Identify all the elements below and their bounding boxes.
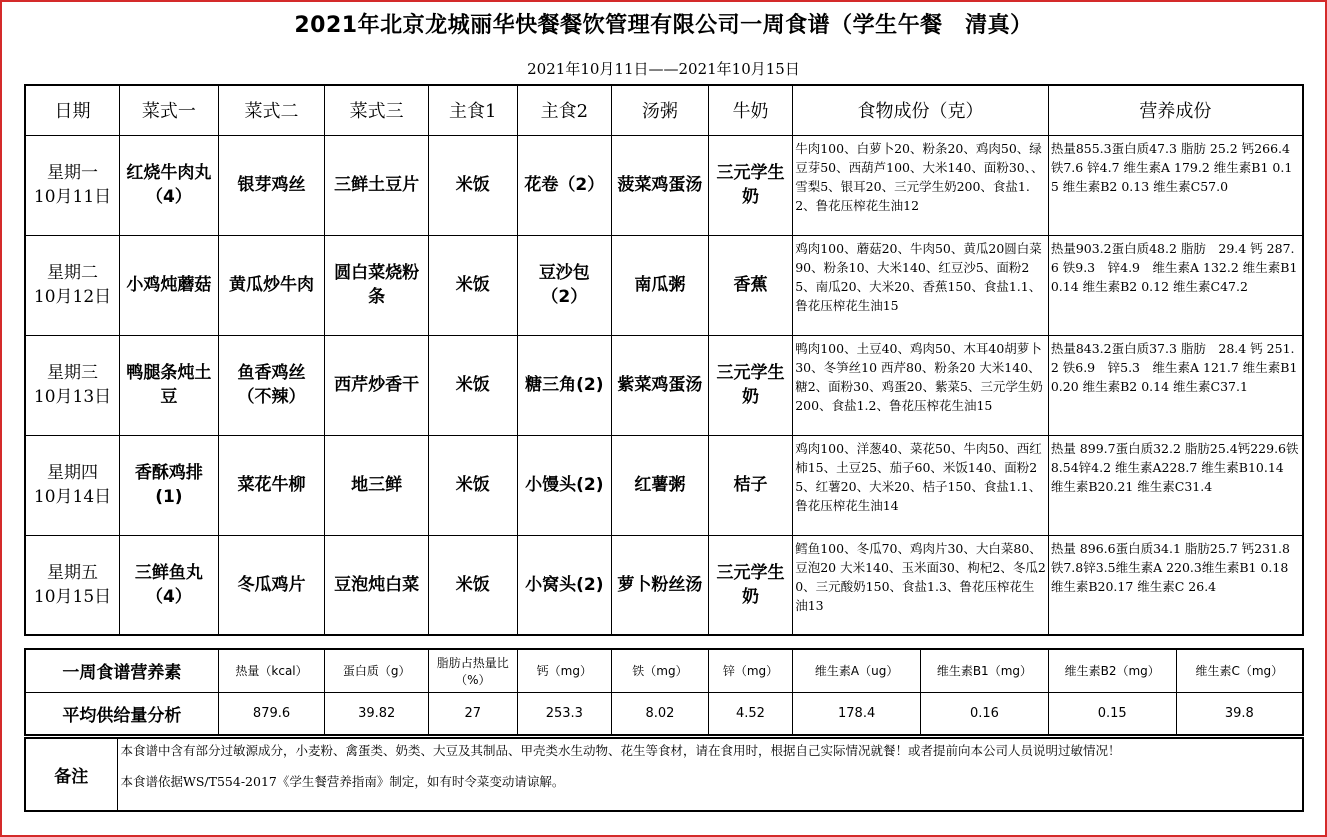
header-date: 日期 — [25, 85, 120, 135]
ingredients-cell: 鸡肉100、蘑菇20、牛肉50、黄瓜20圆白菜90、粉条10、大米140、红豆沙5、面粉25、南瓜20、大米20、香蕉150、食盐1.1、鲁花压榨花生油15 — [793, 235, 1049, 335]
ingredients-cell: 鳕鱼100、冬瓜70、鸡肉片30、大白菜80、 豆泡20 大米140、玉米面30、枸杞2、冬瓜20、三元酸奶150、食盐1.3、鲁花压榨花生油13 — [793, 535, 1049, 635]
summary-header: 钙（mg） — [517, 649, 612, 692]
table-row — [25, 135, 1303, 235]
summary-value: 39.82 — [325, 692, 429, 735]
summary-header-row — [25, 649, 1303, 692]
summary-value: 178.4 — [793, 692, 921, 735]
menu-header-row — [25, 85, 1303, 135]
date: 10月13日 — [33, 387, 112, 407]
dish3-cell: 三鲜土豆片 — [325, 135, 429, 235]
dish2-cell: 菜花牛柳 — [218, 435, 325, 535]
staple2-cell: 小馒头(2) — [517, 435, 612, 535]
summary-label-bottom: 平均供给量分析 — [25, 692, 218, 735]
ingredients-cell: 鸭肉100、土豆40、鸡肉50、木耳40胡萝卜30、冬笋丝10 西芹80、粉条20 大米140、糖2、面粉30、鸡蛋20、紫菜5、三元学生奶200、食盐1.2、鲁花压榨花生油15 — [793, 335, 1049, 435]
dish1-cell: 三鲜鱼丸（4） — [120, 535, 219, 635]
summary-header: 锌（mg） — [708, 649, 793, 692]
notes-row — [25, 738, 1303, 811]
soup-cell: 红薯粥 — [612, 435, 709, 535]
weekday: 星期五 — [47, 562, 99, 583]
staple1-cell: 米饭 — [428, 135, 517, 235]
table-row — [25, 535, 1303, 635]
soup-cell: 菠菜鸡蛋汤 — [612, 135, 709, 235]
table-row — [25, 435, 1303, 535]
soup-cell: 南瓜粥 — [612, 235, 709, 335]
dish3-cell: 圆白菜烧粉条 — [325, 235, 429, 335]
dish3-cell: 豆泡炖白菜 — [325, 535, 429, 635]
header-staple1: 主食1 — [428, 85, 517, 135]
milk-cell: 三元学生奶 — [708, 535, 793, 635]
header-staple2: 主食2 — [517, 85, 612, 135]
dish2-cell: 黄瓜炒牛肉 — [218, 235, 325, 335]
summary-header: 铁（mg） — [612, 649, 709, 692]
dish3-cell: 西芹炒香干 — [325, 335, 429, 435]
day-cell — [25, 535, 120, 635]
nutrition-cell: 热量 896.6蛋白质34.1 脂肪25.7 钙231.8铁7.8锌3.5维生素A 220.3维生素B1 0.18维生素B20.17 维生素C 26.4 — [1048, 535, 1303, 635]
summary-header: 维生素C（mg） — [1176, 649, 1303, 692]
summary-header: 维生素A（ug） — [793, 649, 921, 692]
date-range: 2021年10月11日——2021年10月15日 — [527, 60, 800, 78]
staple2-cell: 小窝头(2) — [517, 535, 612, 635]
summary-header: 维生素B2（mg） — [1048, 649, 1176, 692]
header-milk: 牛奶 — [708, 85, 793, 135]
summary-label-top: 一周食谱营养素 — [25, 649, 218, 692]
ingredients-cell: 鸡肉100、洋葱40、菜花50、牛肉50、西红柿15、土豆25、茄子60、米饭140、面粉25、红薯20、大米20、桔子150、食盐1.1、鲁花压榨花生油14 — [793, 435, 1049, 535]
milk-cell: 桔子 — [708, 435, 793, 535]
staple1-cell: 米饭 — [428, 435, 517, 535]
summary-value: 0.16 — [921, 692, 1049, 735]
nutrition-summary-table — [24, 648, 1304, 736]
weekday: 星期三 — [47, 363, 99, 383]
summary-value: 0.15 — [1048, 692, 1176, 735]
nutrition-cell: 热量855.3蛋白质47.3 脂肪 25.2 钙266.4 铁7.6 锌4.7 维生素A 179.2 维生素B1 0.15 维生素B2 0.13 维生素C57.0 — [1048, 135, 1303, 235]
table-row — [25, 235, 1303, 335]
summary-header: 热量（kcal） — [218, 649, 325, 692]
weekly-menu-table — [24, 84, 1304, 636]
staple1-cell: 米饭 — [428, 235, 517, 335]
nutrition-cell: 热量903.2蛋白质48.2 脂肪 29.4 钙 287.6 铁9.3 锌4.9 维生素A 132.2 维生素B1 0.14 维生素B2 0.12 维生素C47.2 — [1048, 235, 1303, 335]
soup-cell: 紫菜鸡蛋汤 — [612, 335, 709, 435]
staple2-cell: 糖三角(2) — [517, 335, 612, 435]
staple2-cell: 花卷（2） — [517, 135, 612, 235]
date: 10月14日 — [33, 487, 112, 507]
weekday: 星期一 — [47, 163, 99, 183]
summary-value: 8.02 — [612, 692, 709, 735]
date: 10月11日 — [33, 187, 112, 207]
ingredients-cell: 牛肉100、白萝卜20、粉条20、鸡肉50、绿豆芽50、西葫芦100、大米140、面粉30、、雪梨5、银耳20、三元学生奶200、食盐1.2、鲁花压榨花生油12 — [793, 135, 1049, 235]
dish1-cell: 红烧牛肉丸（4） — [120, 135, 219, 235]
summary-header: 脂肪占热量比（%） — [429, 649, 518, 692]
summary-value-row — [25, 692, 1303, 735]
allergen-note: 本食谱中含有部分过敏源成分，小麦粉、禽蛋类、奶类、大豆及其制品、甲壳类水生动物、花生等食材，请在食用时，根据自己实际情况就餐！或者提前向本公司人员说明过敏情况！ — [120, 743, 1121, 758]
summary-value: 879.6 — [218, 692, 325, 735]
weekday: 星期二 — [47, 263, 99, 283]
summary-value: 253.3 — [517, 692, 612, 735]
nutrition-cell: 热量 899.7蛋白质32.2 脂肪25.4钙229.6铁8.54锌4.2 维生素A228.7 维生素B10.14 维生素B20.21 维生素C31.4 — [1048, 435, 1303, 535]
table-row — [25, 335, 1303, 435]
milk-cell: 香蕉 — [708, 235, 793, 335]
milk-cell: 三元学生奶 — [708, 335, 793, 435]
summary-header: 维生素B1（mg） — [921, 649, 1049, 692]
summary-value: 27 — [429, 692, 518, 735]
dish1-cell: 香酥鸡排(1) — [120, 435, 219, 535]
summary-header: 蛋白质（g） — [325, 649, 429, 692]
header-dish1: 菜式一 — [120, 85, 219, 135]
dish2-cell: 冬瓜鸡片 — [218, 535, 325, 635]
header-soup: 汤粥 — [612, 85, 709, 135]
header-ingredients: 食物成份（克） — [793, 85, 1049, 135]
notes-label: 备注 — [25, 738, 117, 811]
day-cell — [25, 235, 120, 335]
staple1-cell: 米饭 — [428, 535, 517, 635]
day-cell — [25, 335, 120, 435]
day-cell — [25, 435, 120, 535]
dish1-cell: 小鸡炖蘑菇 — [120, 235, 219, 335]
dish1-cell: 鸭腿条炖土豆 — [120, 335, 219, 435]
date: 10月15日 — [33, 586, 112, 607]
header-nutrition: 营养成份 — [1048, 85, 1303, 135]
guideline-note: 本食谱依据WS/T554-2017《学生餐营养指南》制定，如有时令菜变动请谅解。 — [120, 774, 565, 789]
dish2-cell: 鱼香鸡丝（不辣） — [218, 335, 325, 435]
summary-value: 39.8 — [1176, 692, 1303, 735]
header-dish2: 菜式二 — [218, 85, 325, 135]
notes-table — [24, 737, 1304, 812]
date: 10月12日 — [33, 287, 112, 307]
nutrition-cell: 热量843.2蛋白质37.3 脂肪 28.4 钙 251.2 铁6.9 锌5.3 维生素A 121.7 维生素B1 0.20 维生素B2 0.14 维生素C37.1 — [1048, 335, 1303, 435]
day-cell — [25, 135, 120, 235]
page-title: 2021年北京龙城丽华快餐餐饮管理有限公司一周食谱（学生午餐 清真） — [294, 13, 1033, 38]
milk-cell: 三元学生奶 — [708, 135, 793, 235]
staple2-cell: 豆沙包（2） — [517, 235, 612, 335]
staple1-cell: 米饭 — [428, 335, 517, 435]
header-dish3: 菜式三 — [325, 85, 429, 135]
soup-cell: 萝卜粉丝汤 — [612, 535, 709, 635]
notes-text — [117, 738, 1303, 811]
dish3-cell: 地三鲜 — [325, 435, 429, 535]
dish2-cell: 银芽鸡丝 — [218, 135, 325, 235]
weekday: 星期四 — [47, 463, 99, 483]
summary-value: 4.52 — [708, 692, 793, 735]
